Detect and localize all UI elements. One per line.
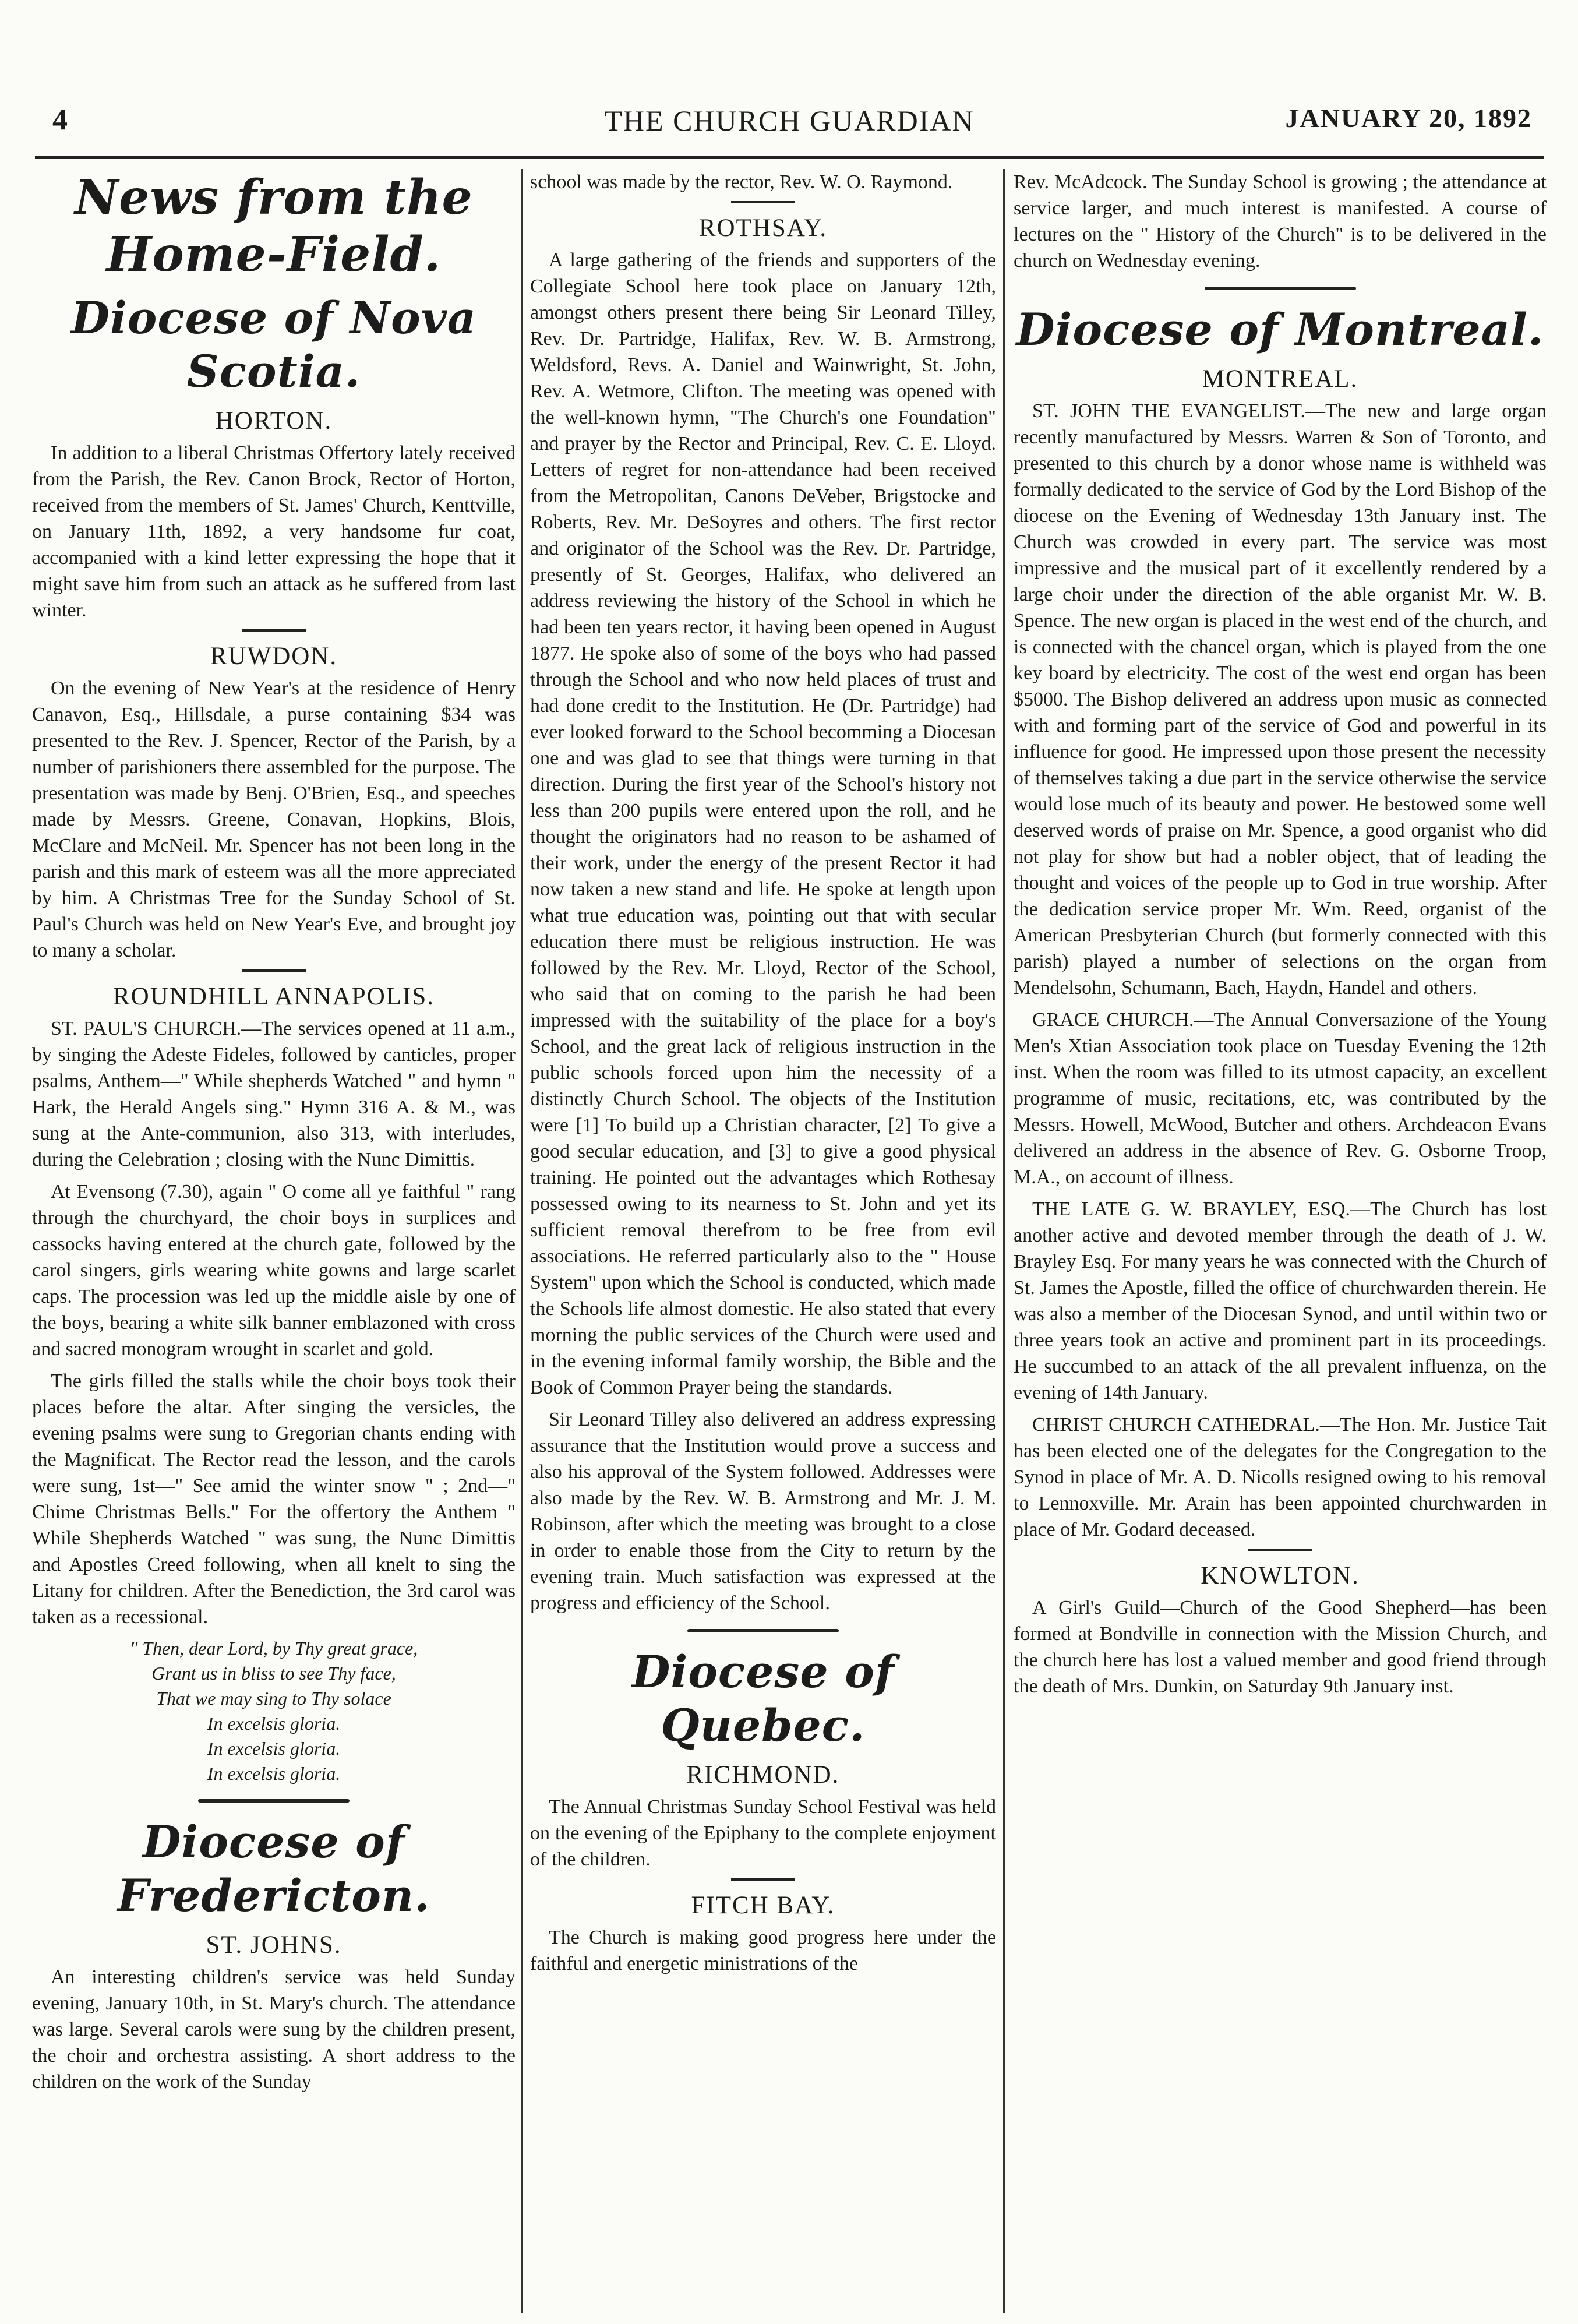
article-heading-ruwdon: RUWDON. xyxy=(210,643,338,670)
page-header xyxy=(35,98,1544,159)
article-heading-knowlton: KNOWLTON. xyxy=(1201,1562,1360,1589)
separator xyxy=(731,201,795,203)
article-heading-rothsay: ROTHSAY. xyxy=(698,214,828,242)
column-rule-1 xyxy=(521,169,523,2313)
separator xyxy=(242,629,306,632)
article-heading-fitch-bay: FITCH BAY. xyxy=(691,1892,835,1919)
page-number: 4 xyxy=(52,103,68,136)
ornamental-separator xyxy=(198,1799,350,1803)
article-heading-richmond: RICHMOND. xyxy=(686,1761,840,1789)
carol-verse: " Then, dear Lord, by Thy great grace, Grant us in bliss to see Thy face, That we may sing to Thy solace In excelsis gloria. In excelsis gloria. In excelsis gloria. xyxy=(129,1638,418,1784)
separator xyxy=(1248,1549,1312,1551)
separator xyxy=(242,969,306,972)
diocese-heading-quebec: Diocese of Quebec. xyxy=(631,1646,895,1751)
publication-title: THE CHURCH GUARDIAN xyxy=(604,104,975,137)
column-rule-2 xyxy=(1003,169,1005,2313)
diocese-heading-montreal: Diocese of Montreal. xyxy=(1016,304,1544,355)
column-2 xyxy=(530,169,996,2313)
article-heading-roundhill: ROUNDHILL ANNAPOLIS. xyxy=(112,983,435,1010)
article-body: The Annual Christmas Sunday School Festival was held on the evening of the Epiphany to the complete enjoyment of the children. xyxy=(530,1796,996,1870)
article-body: school was made by the rector, Rev. W. O. Raymond. xyxy=(530,171,953,193)
article-body: An interesting children's service was held Sunday evening, January 10th, in St. Mary's church. The attendance was large. Several carols were sung by the children present, the choir and orchestra assisting. A short address to the children on the work of the Sunday xyxy=(32,1966,516,2093)
column-3 xyxy=(1014,169,1547,2313)
article-heading-montreal: MONTREAL. xyxy=(1202,365,1358,393)
article-body: ST. JOHN THE EVANGELIST.—The new and large organ recently manufactured by Messrs. Warren & Son of Toronto, and presented to this church by a donor whose name is withheld was formally dedicated to the service of God by the Lord Bishop of the diocese on the Evening of Wednesday 13th January inst. The Church was crowded in every part. The service was most impressive and the musical part of it excellently rendered by a large choir under the direction of the able organist Mr. W. B. Spence. The new organ is placed in the west end of the church, and is connected with the chancel organ, which is played from the one key board by electricity. The cost of the west end organ has been $5000. The Bishop delivered an address upon music as connected with and forming part of the service of God and powerful in its influence for good. He impressed upon those present the necessity of themselves taking a due part in the service otherwise the service would lose much of its beauty and power. He bestowed some well deserved words of praise on Mr. Spence, a good organist who did not play for show but had a nobler object, that of leading the thought and voices of the people up to God in true worship. After the dedication service proper Mr. Wm. Reed, organist of the American Presbyterian Church (but formerly connected with this parish) played a number of selections on the organ from Mendelsohn, Schumann, Bach, Haydn, Handel and others. xyxy=(1014,400,1547,999)
article-body: In addition to a liberal Christmas Offertory lately received from the Parish, the Rev. Canon Brock, Rector of Horton, received from the members of St. James' Church, Kenttville, on January 11th, 1892, a very handsome fur coat, accompanied with a kind letter expressing the hope that it might save him from such an attack as he suffered from last winter. xyxy=(32,442,516,621)
article-body: Rev. McAdcock. The Sunday School is growing ; the attendance at service larger, and much interest is manifested. A course of lectures on the " History of the Church" is to be delivered in the church on Wednesday evening. xyxy=(1014,171,1547,271)
separator xyxy=(731,1878,795,1881)
article-body: At Evensong (7.30), again " O come all ye faithful " rang through the churchyard, the choir boys in surplices and cassocks having entered at the church gate, followed by the carol singers, girls wearing white gowns and large scarlet caps. The procession was led up the middle aisle by one of the boys, bearing a white silk banner emblazoned with cross and sacred monogram wrought in scarlet and gold. xyxy=(32,1181,516,1360)
article-body: ST. PAUL'S CHURCH.—The services opened at 11 a.m., by singing the Adeste Fideles, followed by canticles, proper psalms, Anthem—" While shepherds Watched " and hymn " Hark, the Herald Angels sing." Hymn 316 A. & M., was sung at the Ante-communion, also 313, with interludes, during the Celebration ; closing with the Nunc Dimittis. xyxy=(32,1018,516,1170)
ornamental-separator xyxy=(1205,287,1356,290)
article-body: A large gathering of the friends and supporters of the Collegiate School here took place on January 12th, amongst others present there being Sir Leonard Tilley, Rev. Dr. Partridge, Halifax, Rev. W. B. Armstrong, Weldsford, Revs. A. Daniel and Wainwright, St. John, Rev. A. Wetmore, Clifton. The meeting was opened with the well-known hymn, "The Church's one Foundation" and prayer by the Rector and Principal, Rev. C. E. Lloyd. Letters of regret for non-attendance had been received from the Metropolitan, Canons DeVeber, Brigstocke and Roberts, Rev. Mr. DeSoyres and others. The first rector and originator of the School was the Rev. Dr. Partridge, presently of St. Georges, Halifax, who delivered an address reviewing the history of the School in which he had been ten years rector, it having been opened in August 1877. He spoke also of some of the boys who had passed through the School and who now held places of trust and had done credit to the Institution. He (Dr. Partridge) had ever looked forward to the School becomming a Diocesan one and was glad to see that things were turning in that direction. During the first year of the School's history not less than 200 pupils were entered upon the roll, and he thought the originators had no reason to be ashamed of their work, under the energy of the present Rector it had now taken a new stand and life. He spoke at length upon what true education was, pointing out that with secular education there must be religious instruction. He was followed by the Rev. Mr. Lloyd, Rector of the School, who said that on coming to the parish he had been impressed with the suitability of the place for a boy's School, and the great lack of religious instruction in the public schools forced upon him the necessity of a distinctly Church School. The objects of the Institution were [1] To build up a Christian character, [2] To give a good secular education, and [3] to give a good physical training. He pointed out the advantages which Rothesay possessed owing to its nearness to St. John and yet its sufficient removal therefrom to be free from evil associations. He referred particularly also to the " House System" upon which the School is conducted, which made the Schools life almost domestic. He also stated that every morning the public services of the Church were used and in the evening informal family worship, the Bible and the Book of Common Prayer being the standards. xyxy=(530,249,996,1398)
diocese-heading-fredericton: Diocese of Fredericton. xyxy=(117,1816,430,1921)
article-heading-st-johns: ST. JOHNS. xyxy=(206,1931,342,1959)
article-body: A Girl's Guild—Church of the Good Shepherd—has been formed at Bondville in connection with the Mission Church, and the church here has lost a valued member and good friend through the death of Mrs. Dunkin, on Saturday 9th January inst. xyxy=(1014,1597,1547,1697)
article-body: The Church is making good progress here under the faithful and energetic ministrations of the xyxy=(530,1927,996,1974)
ornamental-separator xyxy=(687,1629,839,1632)
article-body: THE LATE G. W. BRAYLEY, ESQ.—The Church has lost another active and devoted member through the death of J. W. Brayley Esq. For many years he was connected with the Church of St. James the Apostle, filled the office of churchwarden therein. He was also a member of the Diocesan Synod, and until within two or three years took an active and prominent part in its proceedings. He succumbed to an attack of the all prevalent influenza, on the evening of 14th January. xyxy=(1014,1198,1547,1403)
article-body: On the evening of New Year's at the residence of Henry Canavon, Esq., Hillsdale, a purse containing $34 was presented to the Rev. J. Spencer, Rector of the Parish, by a number of parishioners there assembled for the purpose. The presentation was made by Benj. O'Brien, Esq., and speeches made by Messrs. Greene, Conavan, Hopkins, Blois, McClare and McNeil. Mr. Spencer has not been long in the parish and this mark of esteem was all the more appreciated by him. A Christmas Tree for the Sunday School of St. Paul's Church was held on New Year's Eve, and brought joy to many a scholar. xyxy=(32,678,516,961)
article-body: Sir Leonard Tilley also delivered an address expressing assurance that the Institution would prove a success and also his approval of the System followed. Addresses were also made by the Rev. W. B. Armstrong and Mr. J. M. Robinson, after which the meeting was brought to a close in order to enable those from the City to return by the evening train. Much satisfaction was expressed at the progress and efficiency of the School. xyxy=(530,1409,996,1614)
issue-date: JANUARY 20, 1892 xyxy=(1285,103,1532,133)
article-body: The girls filled the stalls while the choir boys took their places before the altar. After singing the versicles, the evening psalms were sung to Gregorian chants ending with the Magnificat. The Rector read the lesson, and the carols were sung, 1st—" See amid the winter snow " ; 2nd—" Chime Christmas Bells." For the offertory the Anthem " While Shepherds Watched " was sung, the Nunc Dimittis and Apostles Creed following, when all knelt to sing the Litany for children. After the Benediction, the 3rd carol was taken as a recessional. xyxy=(32,1370,516,1628)
article-heading-horton: HORTON. xyxy=(215,407,333,435)
section-banner: News from the Home-Field. xyxy=(75,170,473,283)
article-body: GRACE CHURCH.—The Annual Conversazione of the Young Men's Xtian Association took place on Tuesday Evening the 12th inst. When the room was filled to its utmost capacity, an excellent programme of music, recitations, etc, was contributed by the Messrs. Howell, McWood, Butcher and others. Archdeacon Evans delivered an address in the absence of Rev. G. Osborne Troop, M.A., on account of illness. xyxy=(1014,1009,1547,1188)
diocese-heading-nova-scotia: Diocese of Nova Scotia. xyxy=(70,292,477,397)
column-1 xyxy=(32,169,516,2313)
article-body: CHRIST CHURCH CATHEDRAL.—The Hon. Mr. Justice Tait has been elected one of the delegates for the Congregation to the Synod in place of Mr. A. D. Nicolls resigned owing to his removal to Lennoxville. Mr. Arain has been appointed churchwarden in place of Mr. Godard deceased. xyxy=(1014,1414,1547,1540)
